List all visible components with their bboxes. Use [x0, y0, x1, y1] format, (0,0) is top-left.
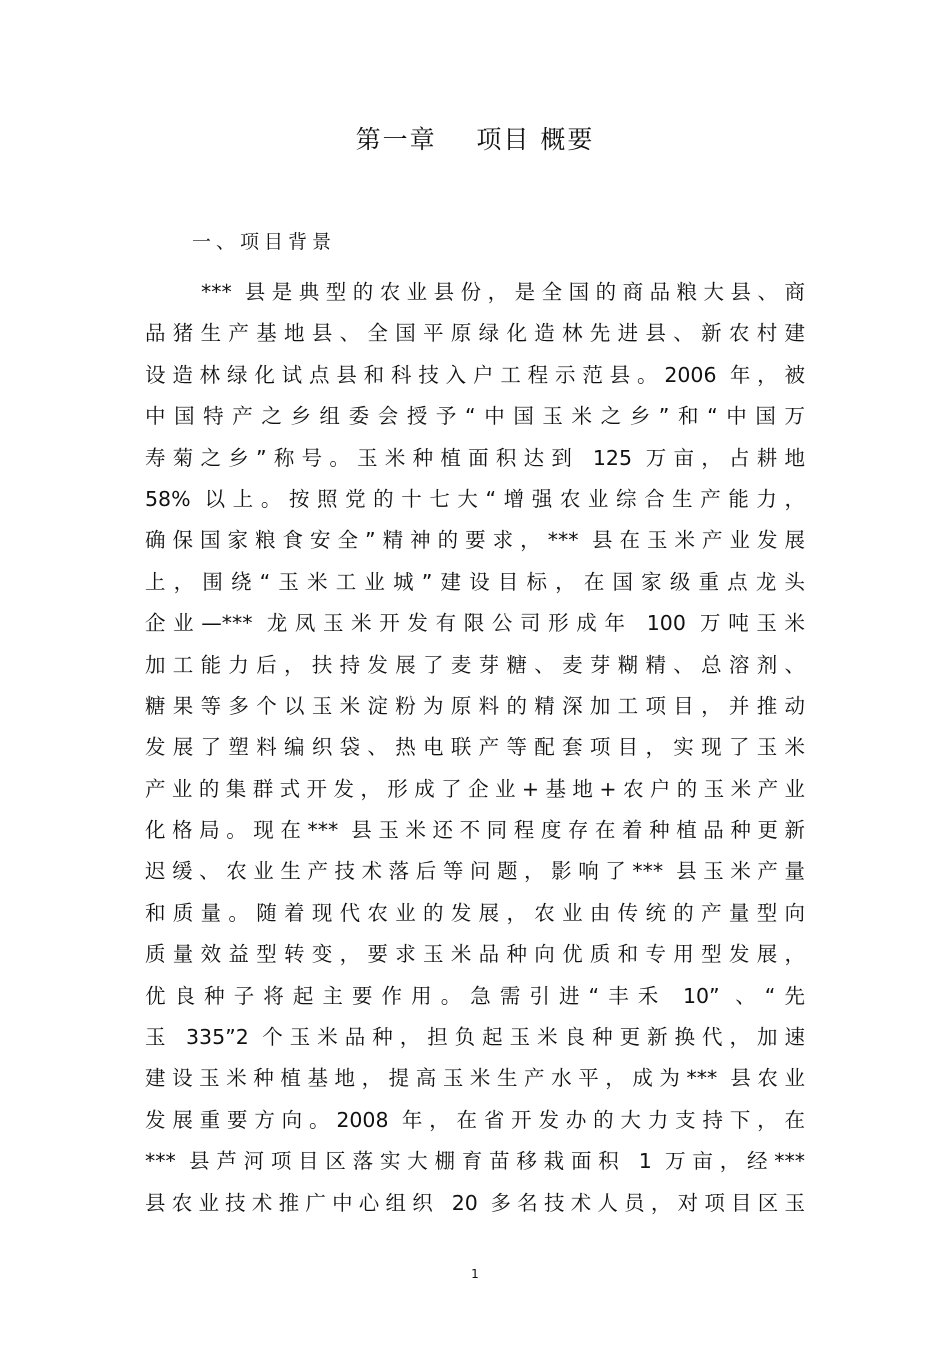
paragraph-line: 设造林绿化试点县和科技入户工程示范县。2006 年，被: [145, 362, 805, 387]
paragraph-line: 产业的集群式开发，形成了企业+基地+农户的玉米产业: [145, 776, 805, 801]
paragraph-line: 糖果等多个以玉米淀粉为原料的精深加工项目，并推动: [145, 693, 805, 718]
paragraph-line: 迟缓、农业生产技术落后等问题，影响了*** 县玉米产量: [145, 859, 805, 884]
paragraph-line: 县农业技术推广中心组织 20 多名技术人员，对项目区玉: [145, 1190, 805, 1215]
paragraph-line: 发展了塑料编织袋、热电联产等配套项目，实现了玉米: [145, 735, 805, 760]
paragraph-line: 加工能力后，扶持发展了麦芽糖、麦芽糊精、总溶剂、: [145, 652, 805, 677]
paragraph-line: 上，围绕“玉米工业城”建设目标，在国家级重点龙头: [145, 569, 805, 594]
body-paragraph: [145, 272, 805, 1224]
paragraph-line: 确保国家粮食安全”精神的要求，*** 县在玉米产业发展: [145, 528, 805, 553]
paragraph-line: *** 县芦河项目区落实大棚育苗移栽面积 1 万亩，经***: [145, 1149, 805, 1174]
section-heading: 一、项目背景: [192, 231, 337, 253]
paragraph-line: 企业—*** 龙凤玉米开发有限公司形成年 100 万吨玉米: [145, 611, 805, 636]
paragraph-line: 中国特产之乡组委会授予“中国玉米之乡”和“中国万: [145, 404, 805, 429]
paragraph-line: *** 县是典型的农业县份，是全国的商品粮大县、商: [201, 280, 805, 304]
paragraph-line: 玉 335”2 个玉米品种，担负起玉米良种更新换代，加速: [145, 1025, 805, 1050]
chapter-title: 第一章 项目 概要: [355, 125, 595, 154]
paragraph-line: 58% 以上。按照党的十七大“增强农业综合生产能力，: [145, 486, 805, 511]
paragraph-line: 和质量。随着现代农业的发展，农业由传统的产量型向: [145, 900, 805, 925]
paragraph-line: 寿菊之乡”称号。玉米种植面积达到 125 万亩，占耕地: [145, 445, 805, 470]
paragraph-line: 品猪生产基地县、全国平原绿化造林先进县、新农村建: [145, 321, 805, 346]
paragraph-line: 化格局。现在*** 县玉米还不同程度存在着种植品种更新: [145, 818, 805, 843]
paragraph-line: 质量效益型转变，要求玉米品种向优质和专用型发展，: [145, 942, 805, 967]
page-number: 1: [471, 1267, 479, 1281]
paragraph-line: 建设玉米种植基地，提高玉米生产水平，成为*** 县农业: [145, 1066, 805, 1091]
paragraph-line: 优良种子将起主要作用。急需引进“丰禾 10” 、“先: [145, 983, 805, 1008]
paragraph-line: 发展重要方向。2008 年，在省开发办的大力支持下，在: [145, 1107, 805, 1132]
